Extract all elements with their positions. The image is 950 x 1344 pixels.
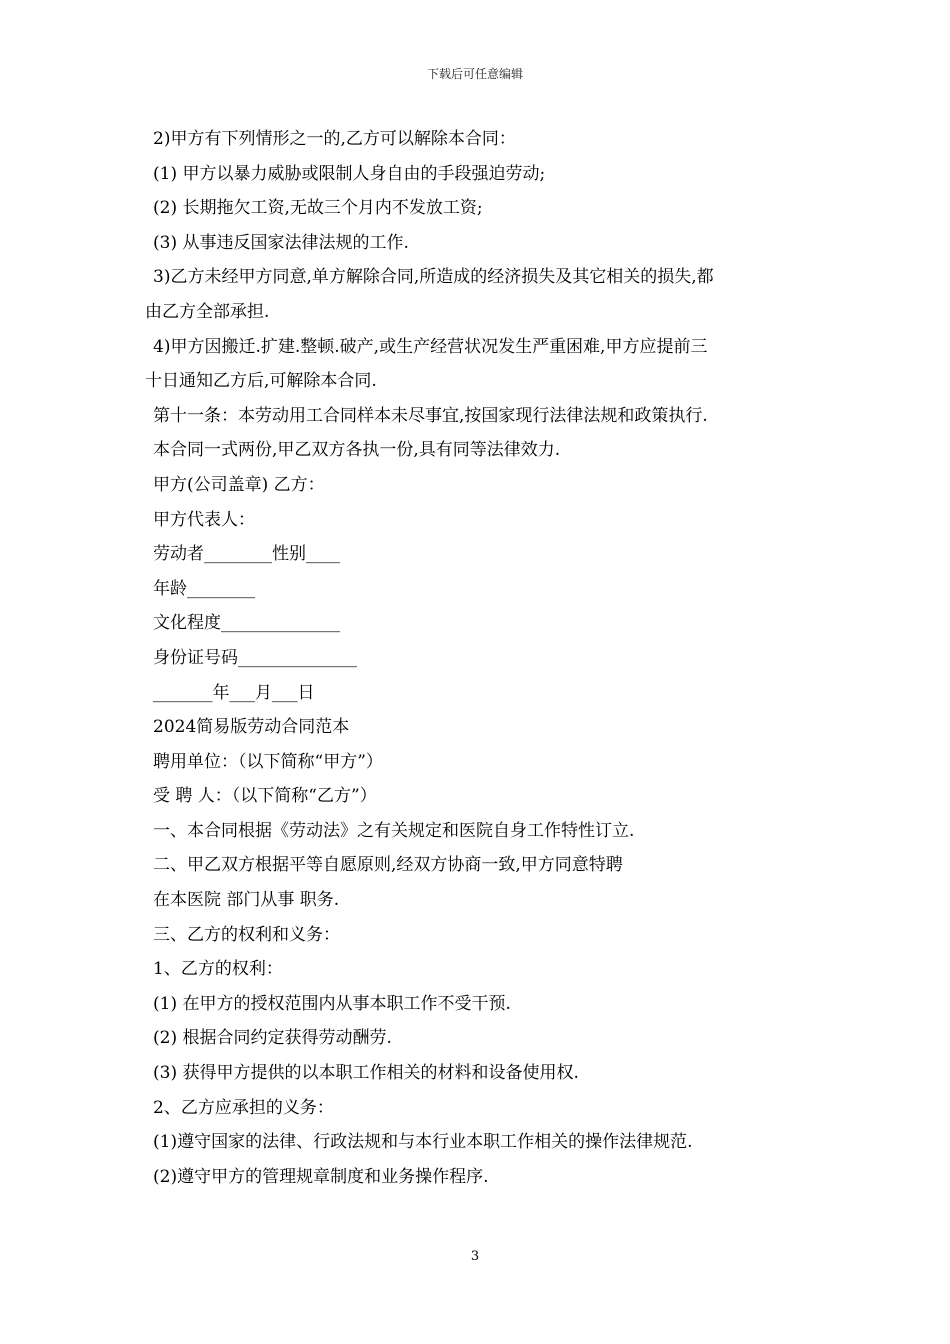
rights-item-1: (1) 在甲方的授权范围内从事本职工作不受干预. [153,993,511,1014]
section-3-heading: 三、乙方的权利和义务： [153,924,340,945]
clause-4-line-2: 十日通知乙方后,可解除本合同. [145,371,377,392]
header-note: 下载后可任意编辑 [426,67,523,81]
clause-3-line-1: 3)乙方未经甲方同意,单方解除合同,所造成的经济损失及其它相关的损失,都 [153,267,714,288]
education-field: 文化程度______________ [153,613,340,634]
section-1: 一、本合同根据《劳动法》之有关规定和医院自身工作特性订立. [153,820,635,841]
obligations-item-1: (1)遵守国家的法律、行政法规和与本行业本职工作相关的操作法律规范. [153,1132,693,1153]
clause-2-item-2: (2) 长期拖欠工资,无故三个月内不发放工资; [153,198,483,219]
document-body [145,122,805,1194]
clause-2-item-3: (3) 从事违反国家法律法规的工作. [153,232,409,253]
rights-heading: 1、乙方的权利： [153,959,283,980]
rights-item-3: (3) 获得甲方提供的以本职工作相关的材料和设备使用权. [153,1063,579,1084]
employer-field: 聘用单位：（以下简称“甲方”） [153,751,383,772]
obligations-item-2: (2)遵守甲方的管理规章制度和业务操作程序. [153,1166,489,1187]
clause-3-line-2: 由乙方全部承担. [145,301,270,322]
worker-gender-field: 劳动者________性别____ [153,544,340,565]
clause-2-item-1: (1) 甲方以暴力威胁或限制人身自由的手段强迫劳动; [153,163,546,184]
copies-statement: 本合同一式两份,甲乙双方各执一份,具有同等法律效力. [153,440,561,461]
clause-2-heading: 2)甲方有下列情形之一的,乙方可以解除本合同： [153,129,516,149]
clause-4-line-1: 4)甲方因搬迁.扩建.整顿.破产,或生产经营状况发生严重困难,甲方应提前三 [153,336,708,357]
obligations-heading: 2、乙方应承担的义务： [153,1097,334,1118]
party-a-representative: 甲方代表人： [153,509,255,530]
article-11: 第十一条：本劳动用工合同样本未尽事宜,按国家现行法律法规和政策执行. [153,405,708,426]
section-2-line-2: 在本医院 部门从事 职务. [153,890,340,911]
id-number-field: 身份证号码______________ [153,647,357,668]
page-number: 3 [470,1249,480,1264]
employee-field: 受 聘 人：（以下简称“乙方”） [153,786,377,807]
age-field: 年龄________ [153,578,255,599]
template-title: 2024简易版劳动合同范本 [153,717,350,738]
signature-parties: 甲方(公司盖章) 乙方： [153,474,325,495]
date-field: _______年___月___日 [153,682,315,703]
section-2-line-1: 二、甲乙双方根据平等自愿原则,经双方协商一致,甲方同意特聘 [153,855,623,876]
rights-item-2: (2) 根据合同约定获得劳动酬劳. [153,1028,392,1049]
